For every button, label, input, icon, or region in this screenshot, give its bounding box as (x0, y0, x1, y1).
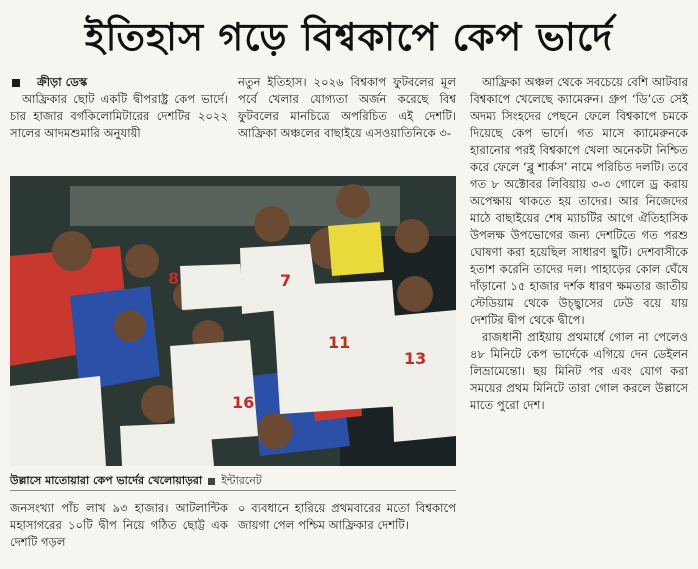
column-1-continued (10, 500, 228, 551)
paragraph: ০ ব্যবধানে হারিয়ে প্রথমবারের মতো বিশ্বকাপে জায়গা পেল পশ্চিম আফ্রিকার দেশটি। (238, 501, 456, 532)
paragraph: রাজধানী প্রাইয়ায় প্রথমার্ধে গোল না পেলেও ৪৮ মিনিটে কেপ ভার্দেকে এগিয়ে দেন ডেইলন লিভ্রামেন্তো। ছয় মিনিট পর এবং যোগ করা সময়ের প্রথম মিনিটে তারা গোল করলে উল্লাসে মাতে পুরো দেশ। (470, 330, 688, 412)
team-celebration-photo (10, 176, 456, 466)
column-3 (470, 74, 688, 414)
jersey-number: 7 (280, 271, 292, 290)
jersey-number: 13 (404, 349, 427, 368)
column-2-continued (238, 500, 456, 534)
paragraph: আফ্রিকা অঞ্চল থেকে সবচেয়ে বেশি আটবার বিশ্বকাপে খেলেছে ক্যামেরুন। গ্রুপ ‘ডি’তে সেই অদম্য সিংহদের পেছনে ফেলে বিশ্বকাপে চমকে দিয়েছে কেপ ভার্দে। গত মাসে ক্যামেরুনকে হারানোর পরই বিশ্বকাপে খেলা অনেকটা নিশ্চিত করে ফেলে ‘ব্লু শার্কস’ নামে পরিচিত দলটি। তবে গত ৮ অক্টোবর লিবিয়ায় ৩-৩ গোলে ড্র করায় অপেক্ষায় থাকতে হয় তাদের। আর নিজেদের মাঠে বাছাইয়ের শেষ ম্যাচটির আগে ঐতিহাসিক উপলক্ষ উপভোগের জন্য দেশটিতে গত পরশু ঘোষণা করা হয়েছিল সাধারণ ছুটি। দেশবাসীকে হতাশ করেনি তাদের দল। পাহাড়ের কোল ঘেঁষে দাঁড়ানো ১৫ হাজার দর্শক ধারণ ক্ষমতার জাতীয় স্টেডিয়াম থেকে উচ্ছ্বাসের ঢেউ বয়ে যায় দেশটির দ্বীপ থেকে দ্বীপে। (470, 75, 688, 327)
headline: ইতিহাস গড়ে বিশ্বকাপে কেপ ভার্দে (84, 15, 614, 59)
caption-separator-icon (208, 478, 215, 485)
jersey-number: 11 (328, 333, 351, 352)
byline-text: ক্রীড়া ডেস্ক (37, 75, 88, 89)
photo-caption (10, 472, 456, 491)
paragraph: জনসংখ্যা পাঁচ লাখ ৯৩ হাজার। আটলান্টিক মহাসাগরের ১০টি দ্বীপ নিয়ে গঠিত ছোট্ট এক দেশটি গড়ল (10, 501, 228, 549)
photo-credit: ইন্টারনেট (221, 474, 262, 487)
column-2 (238, 74, 456, 142)
column-1 (10, 74, 228, 142)
caption-text: উল্লাসে মাতোয়ারা কেপ ভার্দের খেলোয়াড়রা (10, 474, 203, 487)
paragraph: আফ্রিকার ছোট একটি দ্বীপরাষ্ট্র কেপ ভার্দে। চার হাজার বর্গকিলোমিটারের দেশটির ২০২২ সালের আদমশুমারি অনুযায়ী (10, 92, 228, 140)
jersey-number: 8 (168, 269, 180, 288)
bullet-square-icon (12, 79, 20, 87)
byline (10, 74, 228, 91)
jersey-number: 16 (232, 393, 255, 412)
photo-illustration (10, 176, 456, 466)
paragraph: নতুন ইতিহাস। ২০২৬ বিশ্বকাপ ফুটবলের মূল পর্বে খেলার যোগ্যতা অর্জন করেছে বিশ্ব ফুটবলের মানচিত্রে অপরিচিত এই দেশটি। আফ্রিকা অঞ্চলের বাছাইয়ে এসওয়াতিনিকে ৩- (238, 75, 456, 140)
